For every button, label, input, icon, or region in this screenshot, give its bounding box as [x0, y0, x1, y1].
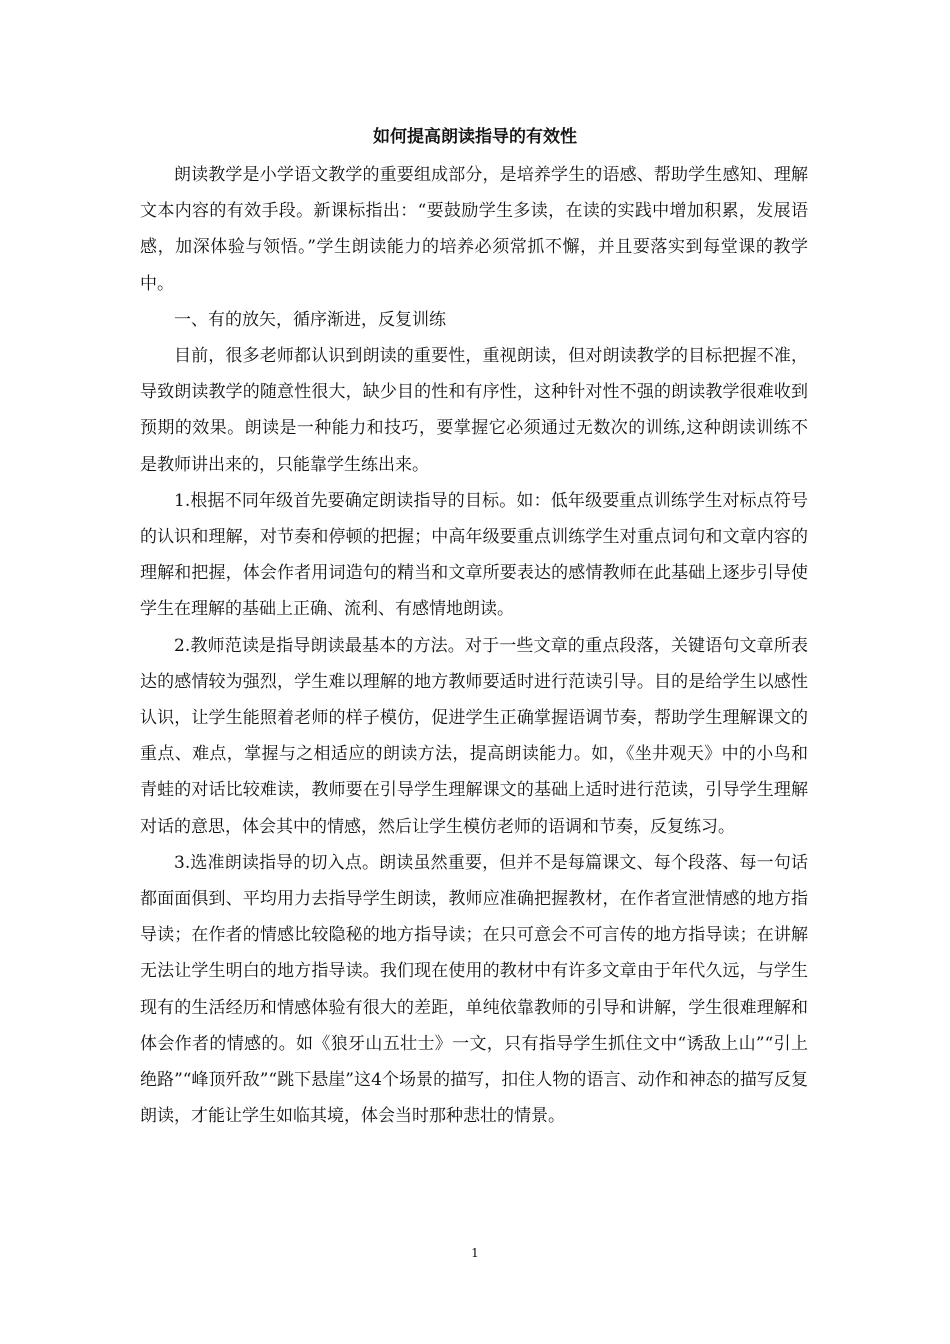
- paragraph-current-situation: 目前，很多老师都认识到朗读的重要性，重视朗读，但对朗读教学的目标把握不准，导致朗读教学的随意性很大，缺少目的性和有序性，这种针对性不强的朗读教学很难收到预期的效果。朗读是一种能力和技巧，要掌握它必须通过无数次的训练,这种朗读训练不是教师讲出来的，只能靠学生练出来。: [140, 346, 808, 475]
- paragraph-point-2: 2.教师范读是指导朗读最基本的方法。对于一些文章的重点段落，关键语句文章所表达的感情较为强烈，学生难以理解的地方教师要适时进行范读引导。目的是给学生以感性认识，让学生能照着老师的样子模仿，促进学生正确掌握语调节奏，帮助学生理解课文的重点、难点，掌握与之相适应的朗读方法，提高朗读能力。如，《坐井观天》中的小鸟和青蛙的对话比较难读，教师要在引导学生理解课文的基础上适时进行范读，引导学生理解对话的意思，体会其中的情感，然后让学生模仿老师的语调和节奏，反复练习。: [140, 635, 808, 837]
- document-body: [140, 157, 808, 1134]
- paragraph-point-1: 1.根据不同年级首先要确定朗读指导的目标。如：低年级要重点训练学生对标点符号的认识和理解，对节奏和停顿的把握；中高年级要重点训练学生对重点词句和文章内容的理解和把握，体会作者用词造句的精当和文章所要表达的感情教师在此基础上逐步引导使学生在理解的基础上正确、流利、有感情地朗读。: [140, 490, 808, 620]
- paragraph-intro: 朗读教学是小学语文教学的重要组成部分，是培养学生的语感、帮助学生感知、理解文本内容的有效手段。新课标指出：“要鼓励学生多读，在读的实践中增加积累，发展语感，加深体验与领悟。”学生朗读能力的培养必须常抓不懈，并且要落实到每堂课的教学中。: [140, 165, 808, 294]
- section-heading-1: 一、有的放矢，循序渐进，反复训练: [174, 309, 446, 330]
- paragraph-point-3: 3.选准朗读指导的切入点。朗读虽然重要，但并不是每篇课文、每个段落、每一句话都面面俱到、平均用力去指导学生朗读，教师应准确把握教材，在作者宣泄情感的地方指导读；在作者的情感比较隐秘的地方指导读；在只可意会不可言传的地方指导读；在讲解无法让学生明白的地方指导读。我们现在使用的教材中有许多文章由于年代久远，与学生现有的生活经历和情感体验有很大的差距，单纯依靠教师的引导和讲解，学生很难理解和体会作者的情感的。如《狼牙山五壮士》一文，只有指导学生抓住文中“诱敌上山”“引上绝路”“峰顶歼敌”“跳下悬崖”这4个场景的描写，扣住人物的语言、动作和神态的描写反复朗读，才能让学生如临其境，体会当时那种悲壮的情景。: [140, 852, 808, 1127]
- document-title: 如何提高朗读指导的有效性: [373, 127, 577, 147]
- page-number: 1: [471, 1246, 479, 1260]
